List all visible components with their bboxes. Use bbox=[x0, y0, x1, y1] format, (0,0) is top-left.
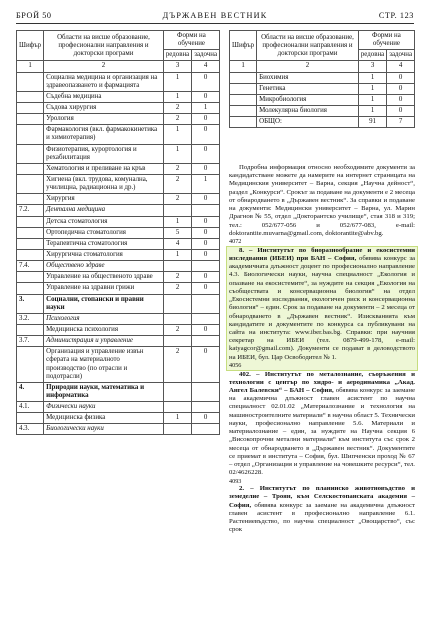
cell-program: Медицинска психология bbox=[44, 324, 164, 335]
cell-fulltime: 1 bbox=[163, 125, 191, 144]
cell-code bbox=[230, 117, 257, 128]
table-row bbox=[17, 294, 220, 313]
table-row bbox=[17, 382, 220, 401]
table-row bbox=[17, 102, 220, 113]
cell-code: 3. bbox=[17, 294, 44, 313]
cell-code: 3.7. bbox=[17, 336, 44, 347]
cell-fulltime bbox=[163, 261, 191, 272]
announcement-ibei bbox=[229, 247, 415, 362]
cell-code bbox=[17, 227, 44, 238]
cell-program: ОБЩО: bbox=[257, 117, 359, 128]
table-row bbox=[230, 72, 415, 83]
table-row bbox=[17, 347, 220, 383]
announcement-code: 4056 bbox=[229, 361, 242, 369]
cell-code: 7.4. bbox=[17, 261, 44, 272]
cell-parttime: 1 bbox=[192, 102, 220, 113]
table-row bbox=[17, 163, 220, 174]
cell-program: Съдебна медицина bbox=[44, 91, 164, 102]
cell-code: 4. bbox=[17, 382, 44, 401]
col-code-header: Шифър bbox=[230, 31, 257, 61]
cell-program: Фармакология (вкл. фармакокинетика и химиотерапия) bbox=[44, 125, 164, 144]
cell-fulltime bbox=[163, 402, 191, 413]
cell-program: Ортопедична стоматология bbox=[44, 227, 164, 238]
cell-code bbox=[230, 94, 257, 105]
cell-parttime bbox=[192, 336, 220, 347]
col-index: 1 bbox=[230, 61, 257, 72]
cell-code bbox=[17, 216, 44, 227]
cell-code bbox=[17, 144, 44, 163]
newspaper-title: ДЪРЖАВЕН ВЕСТНИК bbox=[162, 11, 268, 20]
table-row bbox=[17, 216, 220, 227]
cell-fulltime: 91 bbox=[358, 117, 386, 128]
cell-code: 3.2. bbox=[17, 313, 44, 324]
cell-parttime: 0 bbox=[192, 125, 220, 144]
cell-code bbox=[17, 347, 44, 383]
cell-code: 4.1. bbox=[17, 402, 44, 413]
cell-program: Социални, стопански и правни науки bbox=[44, 294, 164, 313]
cell-fulltime: 1 bbox=[163, 413, 191, 424]
cell-fulltime bbox=[163, 294, 191, 313]
cell-parttime: 0 bbox=[387, 83, 415, 94]
table-row bbox=[17, 402, 220, 413]
col-area-header: Области на висше образование, професионални направления и докторски програми bbox=[44, 31, 164, 61]
table-row bbox=[17, 249, 220, 260]
cell-parttime: 0 bbox=[192, 144, 220, 163]
page-header bbox=[16, 11, 414, 23]
cell-fulltime bbox=[163, 336, 191, 347]
cell-code bbox=[17, 413, 44, 424]
cell-parttime bbox=[192, 424, 220, 435]
col-index: 3 bbox=[358, 61, 386, 72]
cell-program: Микробиология bbox=[257, 94, 359, 105]
cell-parttime: 0 bbox=[387, 105, 415, 116]
table-row bbox=[17, 324, 220, 335]
col-fulltime-header: редовна bbox=[163, 50, 191, 61]
cell-parttime bbox=[192, 261, 220, 272]
cell-code bbox=[17, 283, 44, 294]
cell-fulltime: 2 bbox=[163, 272, 191, 283]
cell-code bbox=[230, 72, 257, 83]
cell-program: Биохимия bbox=[257, 72, 359, 83]
table-row bbox=[17, 72, 220, 91]
cell-parttime bbox=[192, 313, 220, 324]
cell-program: Администрация и управление bbox=[44, 336, 164, 347]
cell-program: Организация и управление извън сферата на материалното производство (по отрасли и подотрасли) bbox=[44, 347, 164, 383]
table-row bbox=[17, 114, 220, 125]
cell-parttime: 0 bbox=[192, 216, 220, 227]
table-row bbox=[17, 313, 220, 324]
announcement-code: 4072 bbox=[229, 238, 242, 246]
cell-parttime: 0 bbox=[192, 163, 220, 174]
cell-parttime: 0 bbox=[192, 114, 220, 125]
cell-fulltime: 1 bbox=[163, 72, 191, 91]
left-programs-table bbox=[16, 30, 220, 435]
announcement-metals-body: обявява конкурс за заемане на академична длъжност главен асистент по научна специалност 02.01.02 „Материалознание и технология на машиностроителните материали“ в научна област 5. Технически науки, професионално направление 5.6. Материали и материалознание – един, за нуждите на Научна секция 6 „Високопрочни метални материали“ към института със срок 2 месеца от обнародването в „Държавен вестник“. Документите се приемат в института – София, бул. Шипченски проход № 67 – отдел „Организация и управление на човешките ресурси“, тел. 02/4626228. bbox=[229, 386, 415, 477]
cell-parttime bbox=[192, 205, 220, 216]
cell-fulltime: 1 bbox=[358, 72, 386, 83]
announcement-code: 4093 bbox=[229, 477, 242, 485]
cell-fulltime: 1 bbox=[358, 83, 386, 94]
cell-code bbox=[17, 174, 44, 193]
cell-code bbox=[17, 249, 44, 260]
cell-parttime: 0 bbox=[192, 238, 220, 249]
cell-program: Природни науки, математика и информатика bbox=[44, 382, 164, 401]
announcement-ibei-body: обявява конкурс за академичната длъжност доцент по професионално направление 4.3. Биологически науки, научна специалност „Екология и опазване на екосистемите“, за нуждите на секция „Екология на съобществата и консервационна биология“ на отдел „Екосистемни изследвания, екологичен риск и консервационна биология“ – един. Срок за подаване на документи – 2 месеца от обнародването в „Държавен вестник“. Изискванията към кандидатите и документите по конкурса са публикувани на сайта на института: www.iber.bas.bg. Справки: при научния секретар на ИБЕИ (тел. 0879-499-178, e-mail: katyagcor@gmail.com). Документи се подават в деловодството на ИБЕИ, бул. Цар Освободител № 1. bbox=[229, 254, 415, 361]
col-index: 1 bbox=[17, 61, 44, 72]
cell-program: Молекулярна биология bbox=[257, 105, 359, 116]
cell-parttime: 0 bbox=[192, 72, 220, 91]
announcement-metals bbox=[229, 371, 415, 478]
announcements-column bbox=[229, 164, 415, 535]
cell-program: Хирургия bbox=[44, 194, 164, 205]
col-index: 4 bbox=[192, 61, 220, 72]
cell-parttime: 0 bbox=[192, 194, 220, 205]
cell-code bbox=[17, 272, 44, 283]
announcement-ibei-highlighted bbox=[227, 247, 417, 370]
cell-fulltime: 1 bbox=[163, 144, 191, 163]
cell-fulltime: 2 bbox=[163, 163, 191, 174]
table-row bbox=[17, 413, 220, 424]
cell-parttime: 0 bbox=[192, 227, 220, 238]
cell-parttime: 0 bbox=[387, 94, 415, 105]
cell-program: Хирургична стоматология bbox=[44, 249, 164, 260]
cell-program: Дентална медицина bbox=[44, 205, 164, 216]
cell-program: Физически науки bbox=[44, 402, 164, 413]
table-row bbox=[17, 144, 220, 163]
table-row bbox=[17, 336, 220, 347]
header-rule bbox=[16, 23, 414, 24]
cell-parttime bbox=[192, 382, 220, 401]
cell-code bbox=[17, 91, 44, 102]
cell-parttime bbox=[192, 402, 220, 413]
table-row bbox=[17, 91, 220, 102]
table-row bbox=[17, 238, 220, 249]
cell-program: Физиотерапия, курортология и рехабилитация bbox=[44, 144, 164, 163]
cell-program: Социална медицина и организация на здравеопазването и фармацията bbox=[44, 72, 164, 91]
cell-code bbox=[17, 238, 44, 249]
announcement-troyan bbox=[229, 485, 415, 534]
announcement-troyan-body: обявява конкурс за заемане на академична длъжност главен асистент в професионално направление 6.1. Растениевъдство, по научна специалност „Овощарство“, със срок bbox=[229, 501, 415, 534]
col-parttime-header: задочна bbox=[387, 50, 415, 61]
cell-parttime: 0 bbox=[387, 72, 415, 83]
cell-parttime: 1 bbox=[192, 174, 220, 193]
col-forms-header: Форми на обучение bbox=[358, 31, 414, 50]
left-table-body bbox=[17, 72, 220, 435]
cell-fulltime: 2 bbox=[163, 114, 191, 125]
cell-program: Съдова хирургия bbox=[44, 102, 164, 113]
cell-parttime: 0 bbox=[192, 324, 220, 335]
announcement-troyan-title: 2. – Институтът по планинско животновъдство и земеделие – Троян, към Селскостопанската академия – София, bbox=[229, 485, 415, 509]
cell-parttime: 0 bbox=[192, 347, 220, 383]
cell-fulltime: 2 bbox=[163, 102, 191, 113]
cell-program: Терапевтична стоматология bbox=[44, 238, 164, 249]
cell-fulltime bbox=[163, 313, 191, 324]
cell-program: Генетика bbox=[257, 83, 359, 94]
table-row bbox=[17, 272, 220, 283]
cell-code bbox=[17, 102, 44, 113]
col-index: 3 bbox=[163, 61, 191, 72]
cell-fulltime: 2 bbox=[163, 194, 191, 205]
cell-code bbox=[17, 194, 44, 205]
cell-code bbox=[17, 163, 44, 174]
cell-fulltime: 5 bbox=[163, 227, 191, 238]
cell-code bbox=[230, 105, 257, 116]
table-row bbox=[17, 174, 220, 193]
table-row bbox=[230, 94, 415, 105]
table-row bbox=[230, 117, 415, 128]
cell-fulltime: 2 bbox=[163, 347, 191, 383]
cell-program: Управление на общественото здраве bbox=[44, 272, 164, 283]
table-row bbox=[230, 105, 415, 116]
cell-fulltime bbox=[163, 424, 191, 435]
issue-number: БРОЙ 50 bbox=[16, 11, 52, 20]
col-area-header: Области на висше образование, професионални направления и докторски програми bbox=[257, 31, 359, 61]
cell-fulltime: 4 bbox=[163, 238, 191, 249]
cell-parttime: 0 bbox=[192, 249, 220, 260]
cell-fulltime bbox=[163, 205, 191, 216]
cell-program: Обществено здраве bbox=[44, 261, 164, 272]
table-row bbox=[17, 125, 220, 144]
announcement-varna: Подробна информация относно необходимите документи за кандидатстване можете да намерите на интернет страницата на Медицинския университет – Варна, секция „Научна дейност“, раздел „Конкурси“. Срокът за подаване на документи е 2 месеца от обнародването в „Държавен вестник“. За справки и подаване на документи: Медицински университет – Варна, ул. Марин Драгнов № 55, отдел „Докторантско училище“, стая 318 и 319; тел.: 052/677-056 и 052/677-083, e-mail: doktorantite.muvarna@gmail.com, doktorantite@abv.bg. bbox=[229, 164, 415, 237]
cell-code: 4.3. bbox=[17, 424, 44, 435]
cell-program: Медицинска физика bbox=[44, 413, 164, 424]
col-parttime-header: задочна bbox=[192, 50, 220, 61]
cell-fulltime: 1 bbox=[163, 249, 191, 260]
cell-program: Биологически науки bbox=[44, 424, 164, 435]
cell-code bbox=[17, 114, 44, 125]
table-row bbox=[230, 83, 415, 94]
announcement-ibei-title: 8. – Институтът по биоразнообразие и екосистемни изследвания (ИБЕИ) при БАН – София, bbox=[229, 246, 415, 262]
table-row bbox=[17, 227, 220, 238]
right-table-body bbox=[230, 72, 415, 128]
table-row bbox=[17, 283, 220, 294]
cell-fulltime: 1 bbox=[358, 105, 386, 116]
cell-fulltime: 1 bbox=[358, 94, 386, 105]
cell-parttime: 0 bbox=[192, 272, 220, 283]
table-row bbox=[17, 194, 220, 205]
cell-code: 7.2. bbox=[17, 205, 44, 216]
cell-program: Хигиена (вкл. трудова, комунална, училищна, радиационна и др.) bbox=[44, 174, 164, 193]
table-row bbox=[17, 424, 220, 435]
col-index: 2 bbox=[257, 61, 359, 72]
page-number: СТР. 123 bbox=[378, 11, 414, 20]
cell-program: Управление на здравни грижи bbox=[44, 283, 164, 294]
cell-fulltime bbox=[163, 382, 191, 401]
cell-program: Хематология и преливане на кръв bbox=[44, 163, 164, 174]
cell-program: Психология bbox=[44, 313, 164, 324]
table-row bbox=[17, 205, 220, 216]
cell-code bbox=[17, 125, 44, 144]
col-index: 2 bbox=[44, 61, 164, 72]
cell-program: Детска стоматология bbox=[44, 216, 164, 227]
cell-parttime: 7 bbox=[387, 117, 415, 128]
cell-code bbox=[17, 72, 44, 91]
col-fulltime-header: редовна bbox=[358, 50, 386, 61]
cell-fulltime: 2 bbox=[163, 324, 191, 335]
cell-code bbox=[17, 324, 44, 335]
col-code-header: Шифър bbox=[17, 31, 44, 61]
cell-parttime: 0 bbox=[192, 413, 220, 424]
col-index: 4 bbox=[387, 61, 415, 72]
cell-fulltime: 1 bbox=[163, 216, 191, 227]
col-forms-header: Форми на обучение bbox=[163, 31, 219, 50]
cell-code bbox=[230, 83, 257, 94]
cell-program: Урология bbox=[44, 114, 164, 125]
cell-parttime: 0 bbox=[192, 283, 220, 294]
cell-fulltime: 1 bbox=[163, 91, 191, 102]
right-programs-table bbox=[229, 30, 415, 128]
cell-fulltime: 2 bbox=[163, 283, 191, 294]
cell-parttime: 0 bbox=[192, 91, 220, 102]
table-row bbox=[17, 261, 220, 272]
cell-parttime bbox=[192, 294, 220, 313]
cell-fulltime: 2 bbox=[163, 174, 191, 193]
announcement-metals-title: 402. – Институтът по металознание, съоръжения и технологии с център по хидро- и аеродинамика „Акад. Ангел Балевски“ – БАН – София, bbox=[229, 370, 415, 394]
